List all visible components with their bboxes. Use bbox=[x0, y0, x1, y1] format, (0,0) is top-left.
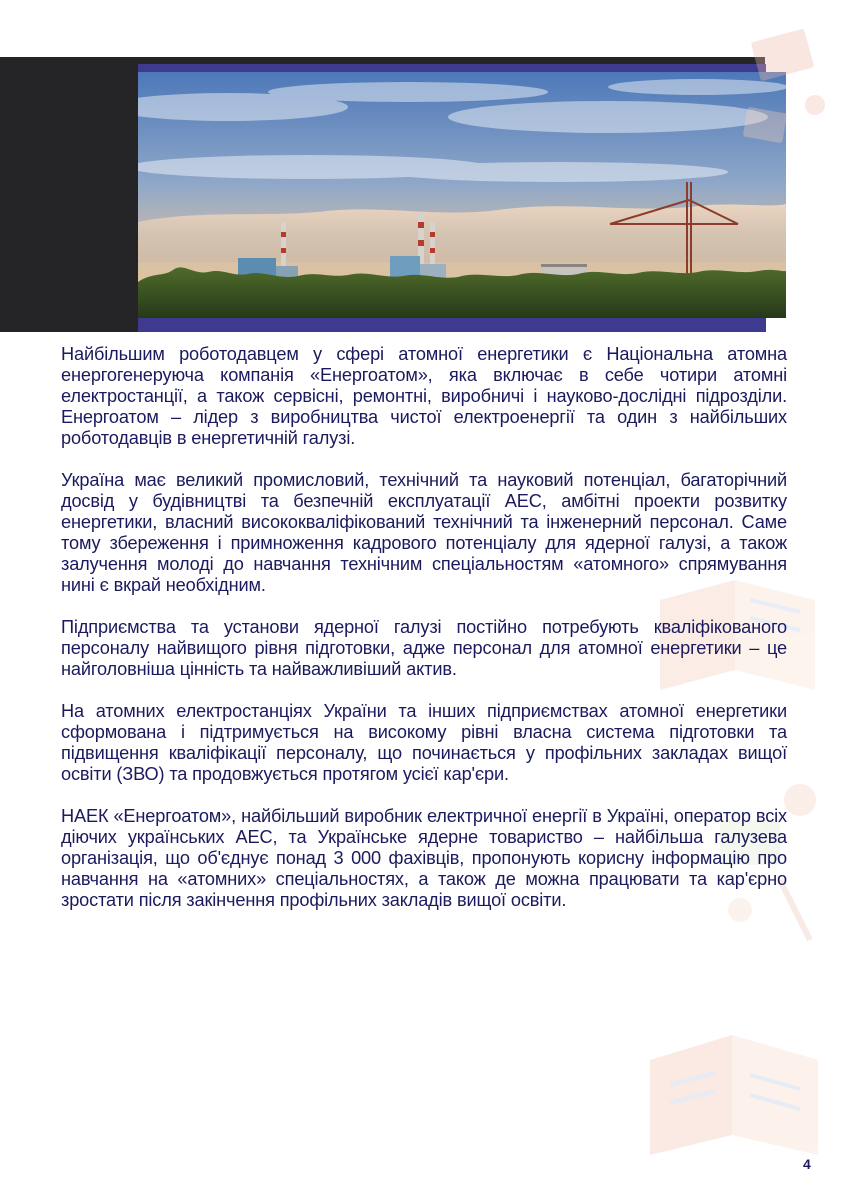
decorative-math-illustration-top bbox=[735, 25, 845, 165]
power-plant-photo bbox=[138, 72, 786, 318]
paragraph: Україна має великий промисловий, технічний та науковий потенціал, багаторічний досвід у будівництві та безпечній експлуатації АЕС, амбітні проекти розвитку енергетики, власний висококваліфікований технічний та інженерний персонал. Саме тому збереження і примноження кадрового потенціалу для ядерної галузі, а також залучення молоді до навчання технічним спеціальностям «атомного» спрямування нині є вкрай необхідним. bbox=[61, 470, 787, 595]
paragraph: Підприємства та установи ядерної галузі постійно потребують кваліфікованого персоналу найвищого рівня підготовки, адже персонал для атомної енергетики – це найголовніша цінність та найважливіший актив. bbox=[61, 617, 787, 679]
paragraph: Найбільшим роботодавцем у сфері атомної енергетики є Національна атомна енергогенеруюча компанія «Енергоатом», яка включає в себе чотири атомні електростанції, а також сервісні, ремонтні, виробничі і науково-дослідні підрозділи. Енергоатом – лідер з виробництва чистої електроенергії та один з найбільших роботодавців в енергетичній галузі. bbox=[61, 344, 787, 448]
paragraph: НАЕК «Енергоатом», найбільший виробник електричної енергії в Україні, оператор всіх діючих українських АЕС, та Українське ядерне товариство – найбільша галузева організація, що об'єднує понад 3 000 фахівців, пропонують корисну інформацію про навчання на «атомних» спеціальностях, а також де можна працювати та кар'єрно зростати після закінчення профільних закладів вищої освіти. bbox=[61, 806, 787, 910]
body-text bbox=[61, 344, 787, 932]
page-number: 4 bbox=[803, 1156, 811, 1172]
paragraph: На атомних електростанціях України та інших підприємствах атомної енергетики сформована і підтримується на високому рівні власна система підготовки та підвищення кваліфікації персоналу, що починається у профільних закладах вищої освіти (ЗВО) та продовжується протягом усієї кар'єри. bbox=[61, 701, 787, 784]
decorative-open-book-illustration-bottom bbox=[640, 1015, 830, 1165]
